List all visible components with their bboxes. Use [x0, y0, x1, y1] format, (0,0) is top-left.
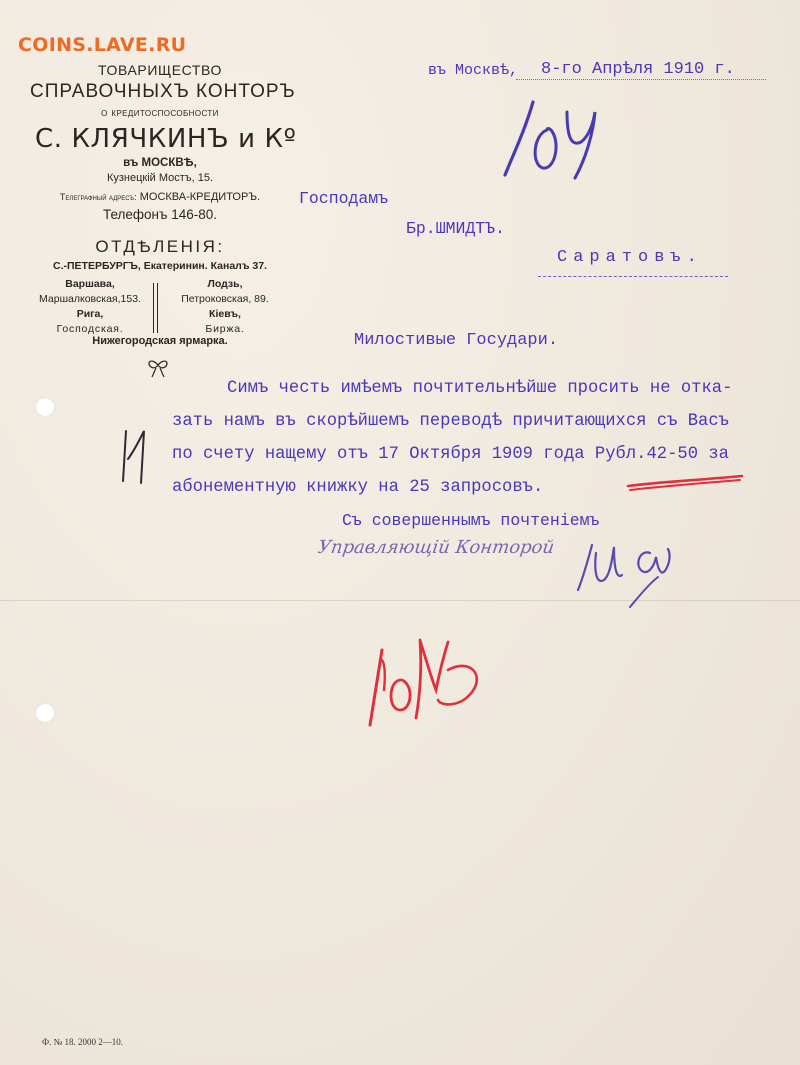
letterhead-phone: Телефонъ 146-80. — [103, 207, 217, 222]
branches-right — [165, 277, 285, 337]
greeting: Милостивые Государи. — [354, 331, 559, 350]
branch-warsaw-address: Маршалковская,153. — [39, 293, 141, 305]
letterhead-address — [60, 172, 260, 184]
branch-kiev-address: Биржа. — [205, 323, 245, 335]
recipient-name: Бр.ШМИДТЪ. — [406, 219, 506, 238]
ribbon-ornament-icon — [145, 357, 171, 379]
manager-stamp: Управляющій Конторой — [316, 537, 556, 558]
fair-branch: Нижегородская ярмарка. — [92, 335, 228, 347]
company-name: С. КЛЯЧКИНЪ и Кº — [35, 124, 297, 154]
telegraph-label: Телеграфный адресъ: — [59, 192, 137, 202]
branch-lodz: Лодзь, — [207, 278, 243, 290]
red-pencil-number — [360, 630, 490, 735]
telegraph-line — [20, 191, 300, 203]
punch-hole — [35, 703, 55, 723]
body-line-1: Симъ честь имѣемъ почтительнѣйше просить не отка- — [227, 379, 733, 398]
body-line-4: абонементную книжку на 25 запросовъ. — [172, 478, 544, 497]
branch-riga: Рига, — [76, 308, 104, 320]
handwritten-number — [495, 90, 625, 185]
city-underline — [538, 276, 728, 277]
handwritten-signature — [570, 535, 690, 615]
letterhead-line1: ТОВАРИЩЕСТВО — [97, 62, 223, 78]
recipient-to: Господамъ — [299, 189, 389, 208]
branches-left — [30, 277, 150, 337]
branch-kiev: Кіевъ, — [209, 308, 241, 320]
address-text: Кузнецкій Мостъ, 15. — [106, 172, 214, 184]
letterhead-line2: СПРАВОЧНЫХЪ КОНТОРЪ — [30, 81, 296, 102]
branches-title: ОТДѢЛЕНІЯ: — [95, 237, 225, 256]
telegraph-value: МОСКВА-КРЕДИТОРЪ. — [139, 191, 261, 203]
date-dotted-rule — [516, 79, 766, 80]
branches-divider — [157, 283, 158, 333]
branch-riga-address: Господская. — [56, 323, 124, 335]
branch-warsaw: Варшава, — [65, 278, 115, 290]
date-value: 8-го Апрѣля 1910 г. — [541, 60, 735, 79]
body-line-3: по счету нащему отъ 17 Октября 1909 года Рубл.42-50 за — [172, 445, 729, 464]
punch-hole — [35, 397, 55, 417]
form-number: Ф. № 18. 2000 2—10. — [42, 1037, 123, 1047]
margin-pencil-mark — [112, 425, 157, 490]
closing: Съ совершеннымъ почтеніемъ — [342, 511, 600, 530]
branch-spb: С.-ПЕТЕРБУРГЪ, Екатеринин. Каналъ 37. — [52, 260, 268, 272]
letterhead-city: въ МОСКВѢ, — [123, 157, 197, 169]
branches-divider — [153, 283, 154, 333]
watermark: COINS.LAVE.RU — [18, 34, 187, 56]
body-line-2: зать намъ въ скорѣйшемъ переводѣ причитающихся съ Васъ — [172, 412, 729, 431]
branch-lodz-address: Петроковская, 89. — [181, 293, 269, 305]
date-place: въ Москвѣ, — [428, 62, 519, 79]
recipient-city: Саратовъ. — [557, 248, 703, 267]
red-pencil-underline — [620, 470, 750, 494]
letterhead-line3: о кредитоспособности — [101, 107, 219, 119]
